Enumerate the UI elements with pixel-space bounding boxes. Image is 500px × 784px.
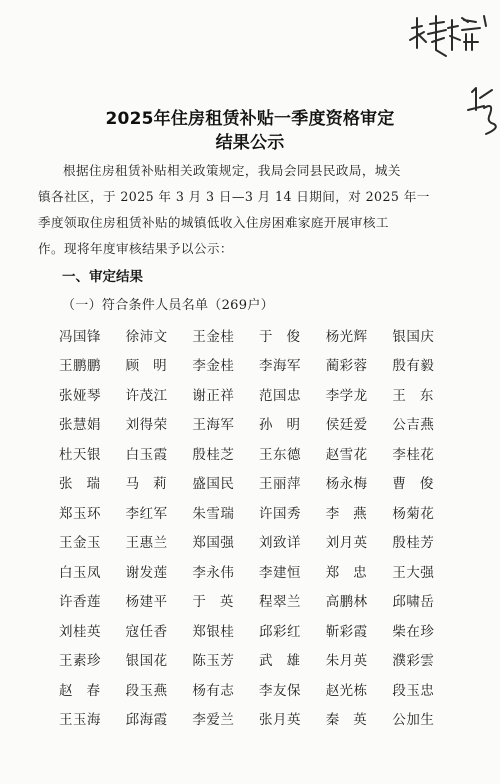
intro-line: 镇各社区，于 2025 年 3 月 3 日—3 月 14 日期间，对 2025 年一 <box>38 189 430 204</box>
person-name: 李友保 <box>259 682 302 699</box>
person-name: 李桂花 <box>392 446 435 463</box>
person-name: 王丽萍 <box>259 476 302 493</box>
name-row <box>59 379 459 409</box>
person-name: 郑国强 <box>192 535 235 552</box>
person-name: 陈玉芳 <box>192 653 235 670</box>
person-name: 郑玉环 <box>59 505 101 522</box>
person-name: 刘致详 <box>259 535 302 552</box>
person-name: 谢正祥 <box>192 387 235 404</box>
name-row <box>59 438 459 468</box>
document-title-line-2: 结果公示 <box>215 133 285 153</box>
person-name: 王鹏鹏 <box>59 358 101 375</box>
person-name: 王玉海 <box>59 712 101 729</box>
person-name: 寇任香 <box>125 623 168 640</box>
intro-line: 作。现将年度审核结果予以公示： <box>38 241 233 256</box>
person-name: 李金桂 <box>192 358 235 375</box>
person-name: 程翠兰 <box>259 594 302 611</box>
person-name: 范国忠 <box>259 387 302 404</box>
person-name: 刘月英 <box>325 535 368 552</box>
person-name: 谢发莲 <box>125 564 168 581</box>
person-name: 银国花 <box>125 653 168 670</box>
person-name: 侯廷爱 <box>325 417 368 434</box>
person-name: 秦英 <box>325 712 381 729</box>
person-name: 徐沛文 <box>125 328 168 345</box>
person-name: 马莉 <box>125 476 181 493</box>
person-name: 王惠兰 <box>125 535 168 552</box>
name-row <box>59 497 459 527</box>
person-name: 武雄 <box>259 653 315 670</box>
person-name: 刘桂英 <box>59 623 101 640</box>
name-row <box>59 645 459 675</box>
name-row <box>59 556 459 586</box>
name-row <box>59 527 459 557</box>
name-row <box>59 615 459 645</box>
subsection-heading: （一）符合条件人员名单（269户） <box>62 298 274 313</box>
person-name: 白玉凤 <box>59 564 101 581</box>
person-name: 公加生 <box>392 712 435 729</box>
intro-paragraph <box>38 158 468 262</box>
person-name: 刘得荣 <box>125 417 168 434</box>
document-title-line-1: 2025年住房租赁补贴一季度资格审定 <box>105 109 395 129</box>
person-name: 顾明 <box>125 358 181 375</box>
person-name: 王东 <box>392 387 448 404</box>
person-name: 杨光辉 <box>325 328 368 345</box>
person-name: 许茂江 <box>125 387 168 404</box>
person-name: 邱海霞 <box>125 712 168 729</box>
person-name: 濮彩雲 <box>392 653 435 670</box>
person-name: 王金桂 <box>192 328 235 345</box>
person-name: 李红军 <box>125 505 168 522</box>
person-name: 朱月英 <box>325 653 368 670</box>
person-name: 杨有志 <box>192 682 235 699</box>
person-name: 赵光栋 <box>325 682 368 699</box>
person-name: 许香莲 <box>59 594 101 611</box>
person-name: 王金玉 <box>59 535 101 552</box>
name-row <box>59 704 459 734</box>
person-name: 赵雪花 <box>325 446 368 463</box>
intro-line: 季度领取住房租赁补贴的城镇低收入住房困难家庭开展审核工 <box>38 215 389 230</box>
person-name: 蔺彩蓉 <box>325 358 368 375</box>
person-name: 李海军 <box>259 358 302 375</box>
name-list <box>59 320 459 733</box>
person-name: 段玉燕 <box>125 682 168 699</box>
person-name: 李爱兰 <box>192 712 235 729</box>
person-name: 孙明 <box>259 417 315 434</box>
person-name: 李学龙 <box>325 387 368 404</box>
person-name: 邱彩红 <box>259 623 302 640</box>
person-name: 于俊 <box>259 328 315 345</box>
person-name: 朱雪瑞 <box>192 505 235 522</box>
section-heading: 一、审定结果 <box>62 269 143 285</box>
person-name: 张慧娟 <box>59 417 101 434</box>
person-name: 杨永梅 <box>325 476 368 493</box>
person-name: 张月英 <box>259 712 302 729</box>
person-name: 杜天银 <box>59 446 101 463</box>
person-name: 于英 <box>192 594 248 611</box>
person-name: 银国庆 <box>392 328 435 345</box>
person-name: 郑忠 <box>325 564 381 581</box>
name-row <box>59 586 459 616</box>
person-name: 赵春 <box>59 682 114 699</box>
name-row <box>59 409 459 439</box>
person-name: 张瑞 <box>59 476 114 493</box>
person-name: 杨建平 <box>125 594 168 611</box>
person-name: 郑银桂 <box>192 623 235 640</box>
person-name: 段玉忠 <box>392 682 435 699</box>
name-row <box>59 674 459 704</box>
name-row <box>59 320 459 350</box>
person-name: 李永伟 <box>192 564 235 581</box>
person-name: 盛国民 <box>192 476 235 493</box>
person-name: 许国秀 <box>259 505 302 522</box>
person-name: 高鹏林 <box>325 594 368 611</box>
person-name: 白玉霞 <box>125 446 168 463</box>
person-name: 殷桂芳 <box>392 535 435 552</box>
person-name: 曹俊 <box>392 476 448 493</box>
person-name: 王素珍 <box>59 653 101 670</box>
person-name: 王大强 <box>392 564 435 581</box>
name-row <box>59 468 459 498</box>
person-name: 杨菊花 <box>392 505 435 522</box>
intro-line: 根据住房租赁补贴相关政策规定，我局会同县民政局，城关 <box>63 163 401 178</box>
person-name: 柴在珍 <box>392 623 435 640</box>
person-name: 王海军 <box>192 417 235 434</box>
person-name: 公吉燕 <box>392 417 435 434</box>
person-name: 靳彩霞 <box>325 623 368 640</box>
person-name: 李建恒 <box>259 564 302 581</box>
person-name: 邱啸岳 <box>392 594 435 611</box>
person-name: 殷桂芝 <box>192 446 235 463</box>
name-row <box>59 350 459 380</box>
person-name: 冯国锋 <box>59 328 101 345</box>
person-name: 张娅琴 <box>59 387 101 404</box>
person-name: 殷有毅 <box>392 358 435 375</box>
person-name: 王东德 <box>259 446 302 463</box>
person-name: 李燕 <box>325 505 381 522</box>
